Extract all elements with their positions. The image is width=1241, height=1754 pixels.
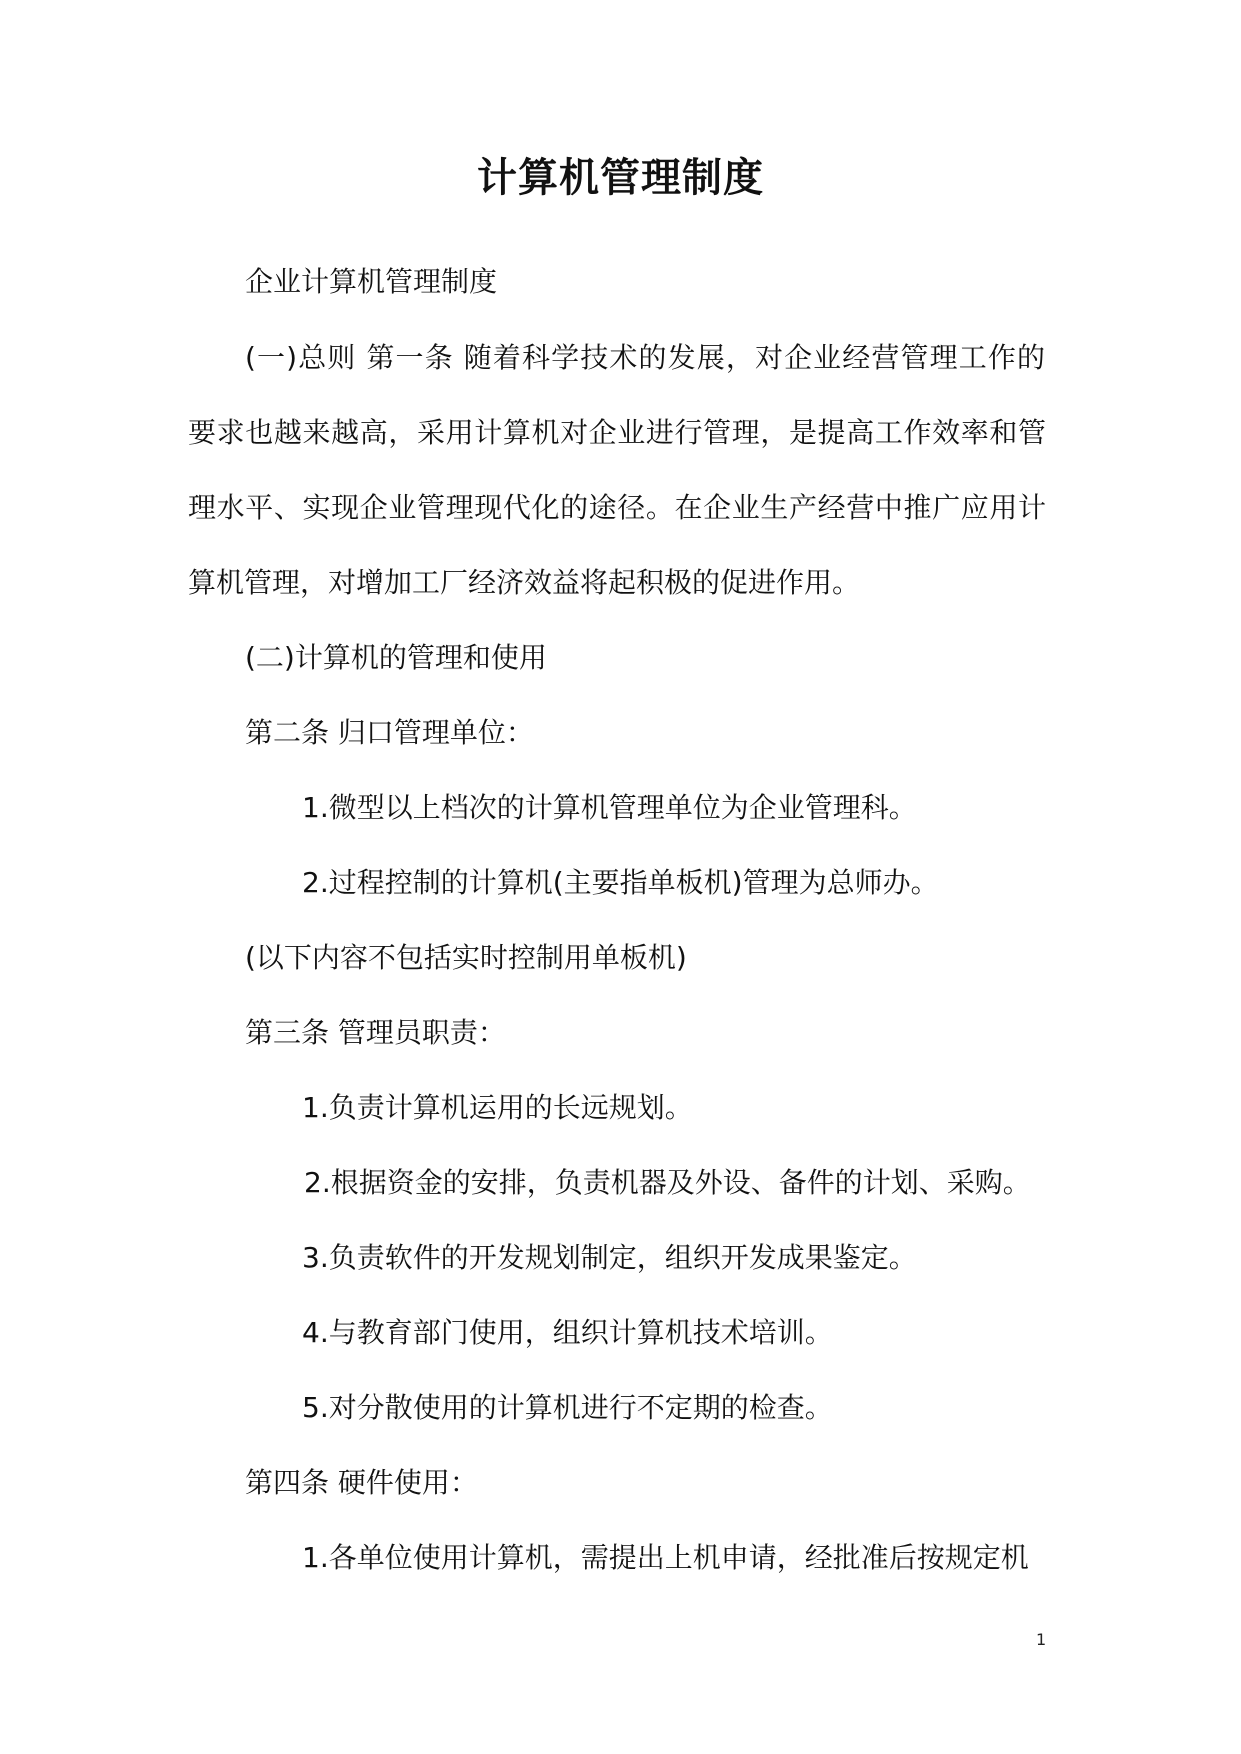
document-subtitle: 企业计算机管理制度	[245, 265, 498, 298]
article3-item-5: 5.对分散使用的计算机进行不定期的检查。	[302, 1391, 833, 1424]
article4-heading: 第四条 硬件使用：	[245, 1466, 478, 1499]
article3-item-3: 3.负责软件的开发规划制定，组织开发成果鉴定。	[302, 1241, 917, 1274]
section1-line-4: 算机管理，对增加工厂经济效益将起积极的促进作用。	[188, 566, 861, 599]
section1-line-2: 要求也越来越高，采用计算机对企业进行管理，是提高工作效率和管	[188, 416, 1046, 449]
article3-item-2: 2.根据资金的安排，负责机器及外设、备件的计划、采购。	[304, 1166, 1031, 1199]
article2-item-1: 1.微型以上档次的计算机管理单位为企业管理科。	[302, 791, 917, 824]
article2-item-2: 2.过程控制的计算机(主要指单板机)管理为总师办。	[302, 866, 939, 899]
article4-item-1: 1.各单位使用计算机，需提出上机申请，经批准后按规定机	[302, 1541, 1029, 1574]
section2-heading: (二)计算机的管理和使用	[245, 641, 547, 674]
article3-item-1: 1.负责计算机运用的长远规划。	[302, 1091, 693, 1124]
section1-line-3: 理水平、实现企业管理现代化的途径。在企业生产经营中推广应用计	[188, 491, 1046, 524]
article2-heading: 第二条 归口管理单位：	[245, 716, 534, 749]
article3-heading: 第三条 管理员职责：	[245, 1016, 506, 1049]
article3-item-4: 4.与教育部门使用，组织计算机技术培训。	[302, 1316, 833, 1349]
section1-line-1: (一)总则 第一条 随着科学技术的发展，对企业经营管理工作的	[245, 341, 1045, 374]
page-number: 1	[1036, 1630, 1047, 1649]
note-line: (以下内容不包括实时控制用单板机)	[245, 941, 687, 974]
document-title: 计算机管理制度	[477, 155, 764, 201]
